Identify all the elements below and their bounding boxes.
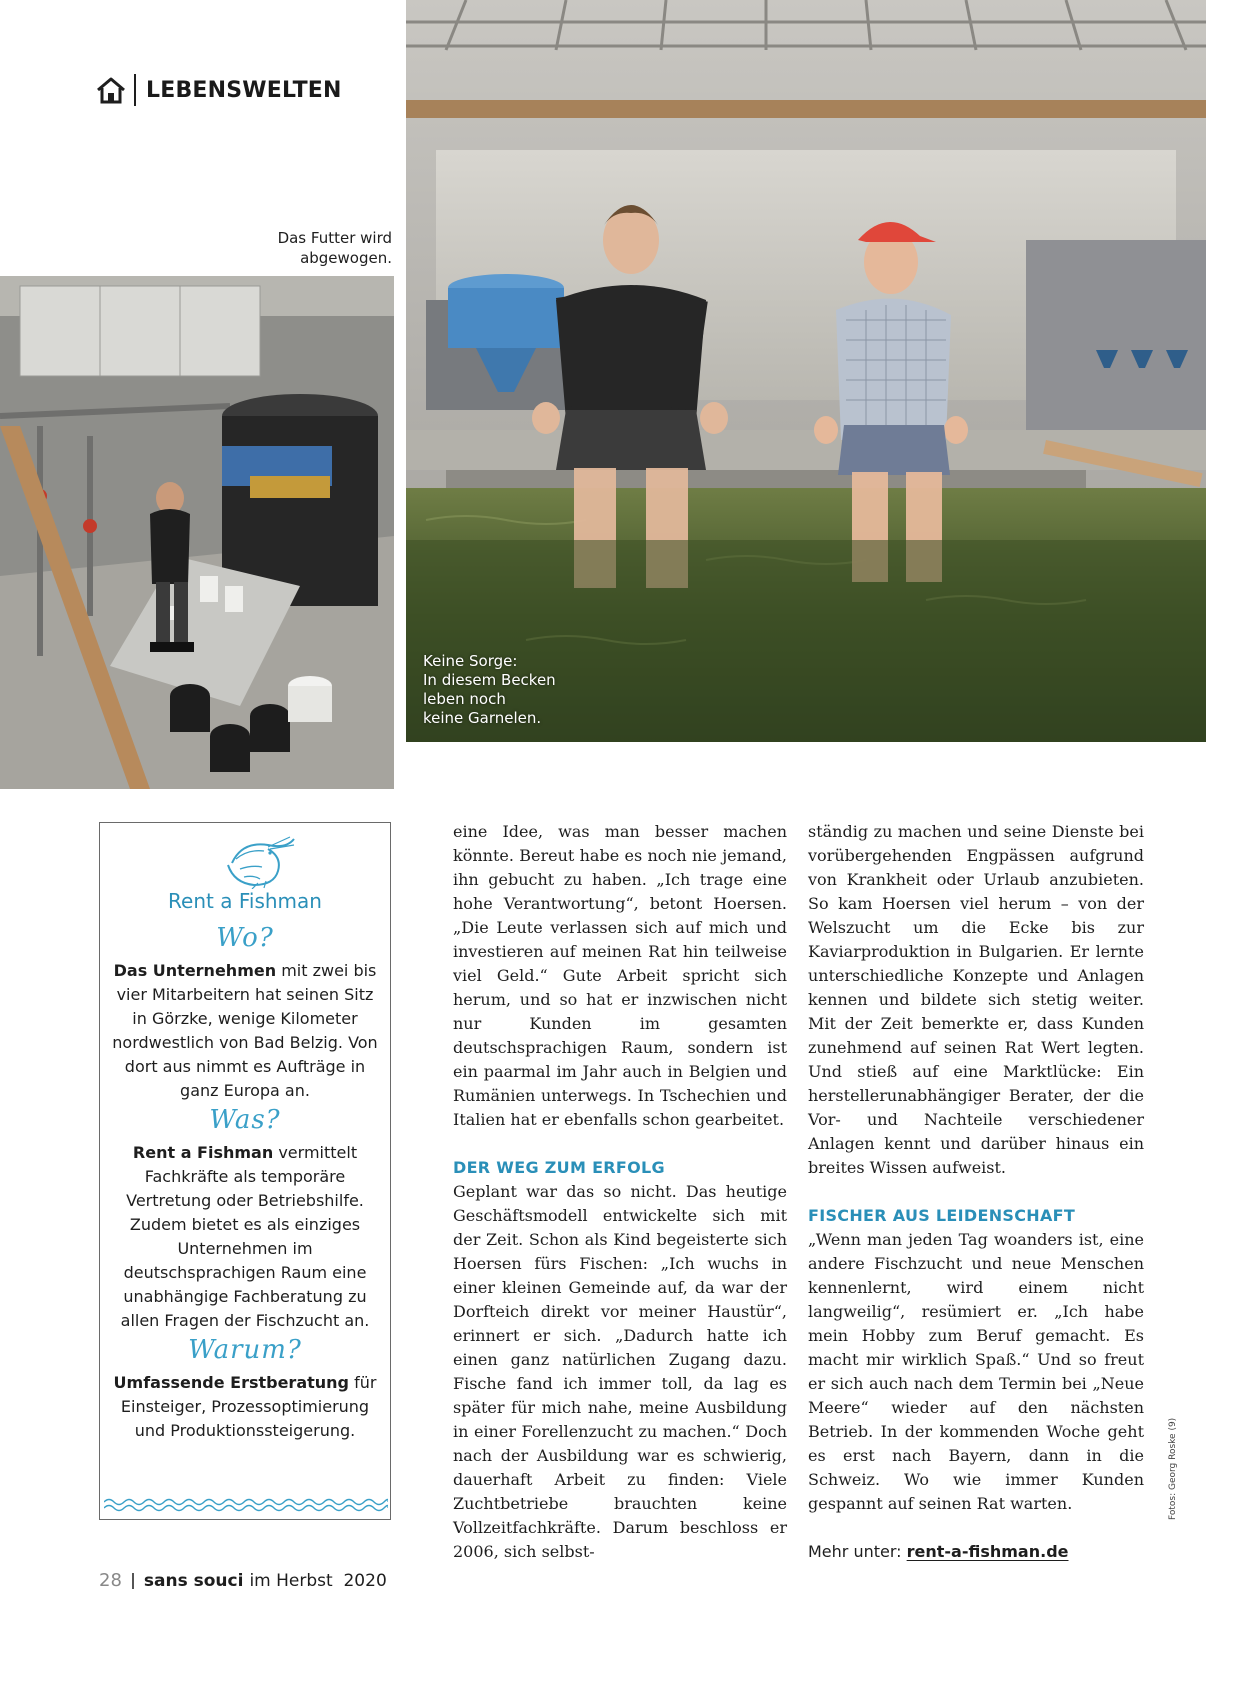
subheading-der-weg-zum-erfolg: DER WEG ZUM ERFOLG (453, 1158, 665, 1177)
house-icon (96, 76, 126, 104)
fish-tank-photo (406, 0, 1206, 742)
shrimp-icon (218, 833, 298, 889)
header-divider (134, 74, 136, 106)
box-text-wo: Das Unternehmen mit zwei bis vier Mitarbeitern hat seinen Sitz in Görzke, wenige Kilometer nordwestlich von Bad Belzig. Von dort aus nimmt es Aufträge in ganz Europa an. (112, 961, 378, 1100)
page-footer (99, 1570, 387, 1591)
small-photo-caption: Das Futter wird abgewogen. (277, 229, 392, 267)
box-heading-wo: Wo? (216, 923, 274, 953)
box-title: Rent a Fishman (168, 889, 322, 913)
photo-credit: Fotos: Georg Roske (9) (1168, 1417, 1178, 1520)
page-number: 28 (99, 1570, 122, 1591)
more-info-line: Mehr unter: rent-a-fishman.de (808, 1542, 1069, 1561)
website-link[interactable]: rent-a-fishman.de (906, 1542, 1069, 1561)
wave-border-icon (104, 1497, 388, 1513)
subheading-fischer-aus-leidenschaft: FISCHER AUS LEIDENSCHAFT (808, 1206, 1076, 1225)
large-photo-caption: Keine Sorge: In diesem Becken leben noch keine Garnelen. (423, 652, 556, 727)
footer-divider (132, 1573, 134, 1589)
section-title: LEBENSWELTEN (146, 77, 342, 103)
magazine-name: sans souci (143, 1571, 244, 1591)
box-text-was: Rent a Fishman vermittelt Fachkräfte als temporäre Vertretung oder Betriebshilfe. Zudem bietet es als einziges Unternehmen im deutschsprachigen Raum eine unabhängige Fachberatung zu allen Fragen der Fischzucht an. (120, 1143, 370, 1330)
box-heading-was: Was? (209, 1105, 281, 1135)
article-paragraph: „Wenn man jeden Tag woanders ist, eine andere Fischzucht und neue Menschen kennenlernt, wird einem nicht langweilig“, resümiert er. „Ich habe mein Hobby zum Beruf gemacht. Es macht mir wirklich Spaß.“ Und so freut er sich auch nach dem Termin bei „Neue Meere“ wieder auf den nächsten Betrieb. In der kommenden Woche geht es erst nach Bayern, dann in die Schweiz. Wo wie immer Kunden gespannt auf seinen Rat warten. (808, 1230, 1144, 1513)
info-box-rent-a-fishman (99, 822, 391, 1520)
article-paragraph: ständig zu machen und seine Dienste bei vorübergehenden Engpässen aufgrund von Krankheit oder Urlaub anzubieten. So kam Hoersen viel herum – von der Welszucht um die Ecke bis zur Kaviarproduktion in Bulgarien. Er lernte unterschiedliche Konzepte und Anlagen kennen und bildete sich stetig weiter. Mit der Zeit bemerkte er, dass Kunden zunehmend auf seinen Rat Wert legten. Und stieß auf eine Marktlücke: Ein herstellerunabhängiger Berater, der die Vor- und Nachteile verschiedener Anlagen kennt und darüber hinaus ein breites Wissen aufweist. (808, 822, 1144, 1177)
article-column-2 (808, 820, 1144, 1564)
box-heading-warum: Warum? (188, 1335, 302, 1365)
box-text-warum: Umfassende Erstberatung für Einsteiger, Prozessoptimierung und Produktionssteigerung. (113, 1373, 377, 1440)
issue-label: im Herbst 2020 (249, 1571, 387, 1591)
article-paragraph: eine Idee, was man besser machen könnte. Bereut habe es noch nie jemand, ihn gebucht zu haben. „Ich trage eine hohe Verantwortung“, betont Hoersen. „Die Leute verlassen sich auf mich und investieren auf meinen Rat hin teilweise viel Geld.“ Gute Arbeit spricht sich herum, und so hat er inzwischen nicht nur Kunden im gesamten deutschsprachigen Raum, sondern ist ein paarmal im Jahr auch in Belgien und Rumänien unterwegs. In Tschechien und Italien hat er ebenfalls schon gearbeitet. (453, 822, 787, 1129)
article-paragraph: Geplant war das so nicht. Das heutige Geschäftsmodell entwickelte sich mit der Zeit. Schon als Kind begeisterte sich Hoersen fürs Fischen: „Ich wuchs in einer kleinen Gemeinde auf, da war der Dorfteich direkt vor meiner Haustür“, erinnert er sich. „Dadurch hatte ich einen ganz natürlichen Zugang dazu. Fische fand ich immer toll, da lag es später für mich nahe, meine Ausbildung in einer Forellenzucht zu machen.“ Doch nach der Ausbildung war es schwierig, dauerhaft Arbeit zu finden: Viele Zuchtbetriebe brauchten keine Vollzeitfachkräfte. Darum beschloss er 2006, sich selbst- (453, 1182, 787, 1561)
section-header (96, 72, 342, 108)
article-column-1 (453, 820, 787, 1564)
feed-weighing-photo (0, 276, 394, 789)
